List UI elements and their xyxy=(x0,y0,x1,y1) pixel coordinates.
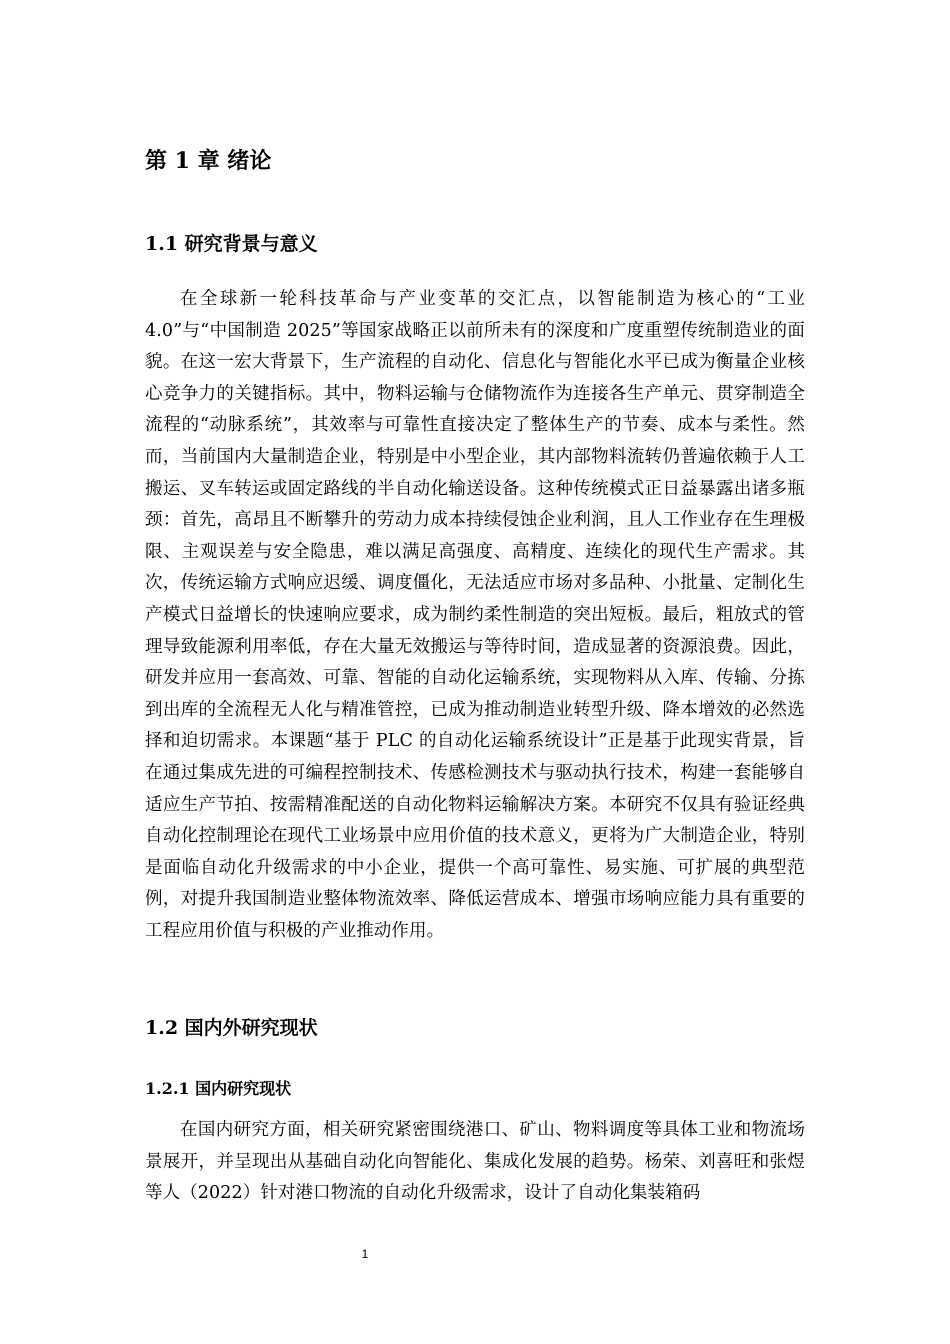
section-title-1-2: 1.2 国内外研究现状 xyxy=(145,1017,318,1039)
subsection-title-1-2-1: 1.2.1 国内研究现状 xyxy=(145,1079,292,1098)
section-title-1-1: 1.1 研究背景与意义 xyxy=(145,233,318,255)
paragraph-domestic-research: 在国内研究方面，相关研究紧密围绕港口、矿山、物料调度等具体工业和物流场景展开，并呈现出从基础自动化向智能化、集成化发展的趋势。杨荣、刘喜旺和张煜等人（2022）针对港口物流的自动化升级需求，设计了自动化集装箱码 xyxy=(145,1120,805,1204)
chapter-title: 第 1 章 绪论 xyxy=(145,148,272,174)
page-number: 1 xyxy=(361,1247,369,1261)
paragraph-research-background: 在全球新一轮科技革命与产业变革的交汇点，以智能制造为核心的“工业4.0”与“中国制造 2025”等国家战略正以前所未有的深度和广度重塑传统制造业的面貌。在这一宏大背景下，生产流程的自动化、信息化与智能化水平已成为衡量企业核心竞争力的关键指标。其中，物料运输与仓储物流作为连接各生产单元、贯穿制造全流程的“动脉系统”，其效率与可靠性直接决定了整体生产的节奏、成本与柔性。然而，当前国内大量制造企业，特别是中小型企业，其内部物料流转仍普遍依赖于人工搬运、叉车转运或固定路线的半自动化输送设备。这种传统模式正日益暴露出诸多瓶颈：首先，高昂且不断攀升的劳动力成本持续侵蚀企业利润，且人工作业存在生理极限、主观误差与安全隐患，难以满足高强度、高精度、连续化的现代生产需求。其次，传统运输方式响应迟缓、调度僵化，无法适应市场对多品种、小批量、定制化生产模式日益增长的快速响应要求，成为制约柔性制造的突出短板。最后，粗放式的管理导致能源利用率低，存在大量无效搬运与等待时间，造成显著的资源浪费。因此，研发并应用一套高效、可靠、智能的自动化运输系统，实现物料从入库、传输、分拣到出库的全流程无人化与精准管控，已成为推动制造业转型升级、降本增效的必然选择和迫切需求。本课题“基于 PLC 的自动化运输系统设计”正是基于此现实背景，旨在通过集成先进的可编程控制技术、传感检测技术与驱动执行技术，构建一套能够自适应生产节拍、按需精准配送的自动化物料运输解决方案。本研究不仅具有验证经典自动化控制理论在现代工业场景中应用价值的技术意义，更将为广大制造企业，特别是面临自动化升级需求的中小企业，提供一个高可靠性、易实施、可扩展的典型范例，对提升我国制造业整体物流效率、降低运营成本、增强市场响应能力具有重要的工程应用价值与积极的产业推动作用。 xyxy=(145,289,805,941)
